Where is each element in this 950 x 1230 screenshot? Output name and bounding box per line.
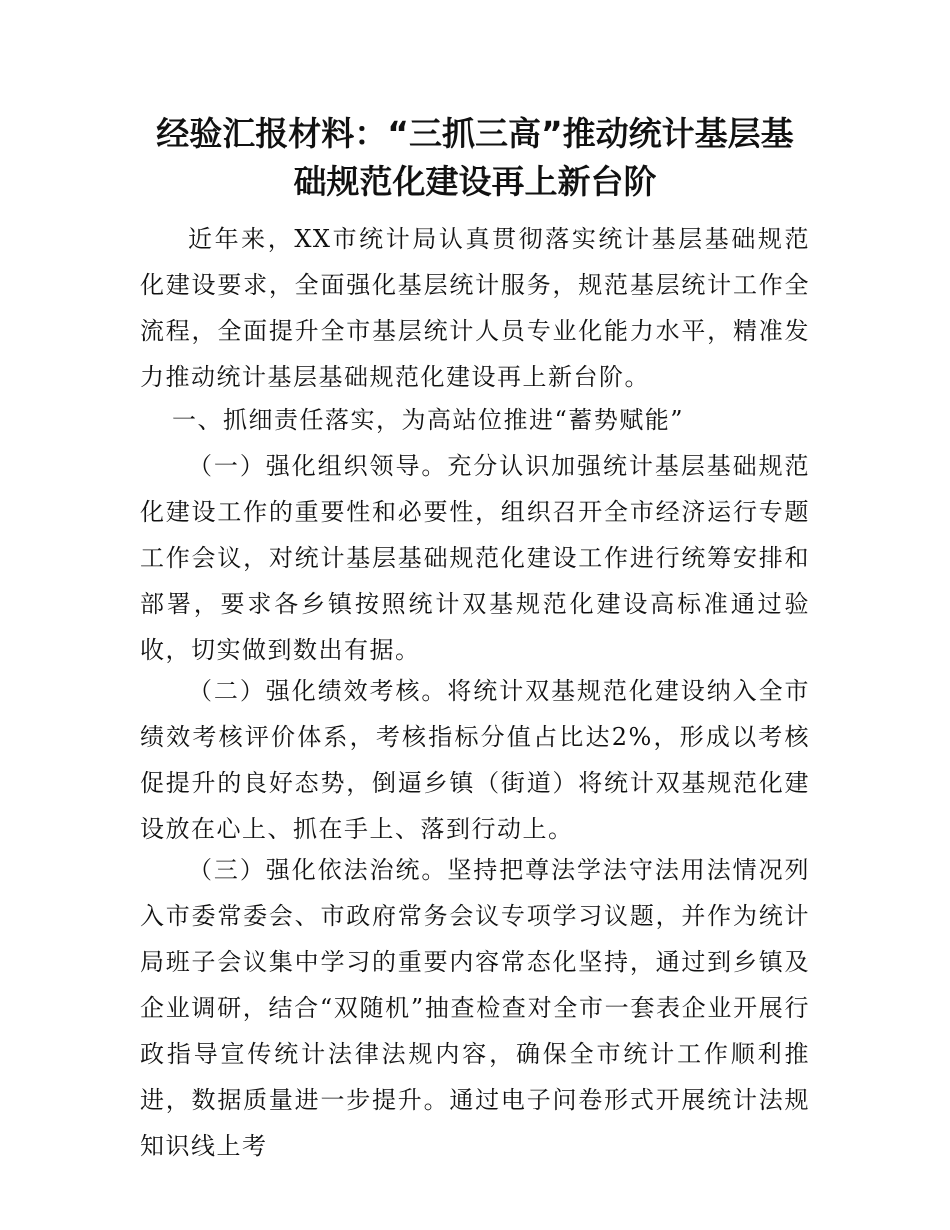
subsection-paragraph-2: （二）强化绩效考核。将统计双基规范化建设纳入全市绩效考核评价体系，考核指标分值占比达2%，形成以考核促提升的良好态势，倒逼乡镇（街道）将统计双基规范化建设放在心上、抓在手上、落到行动上。 [140,677,810,843]
document-title: 经验汇报材料：“三抓三高”推动统计基层基础规范化建设再上新台阶 [156,114,794,201]
subsection-paragraph-3: （三）强化依法治统。坚持把尊法学法守法用法情况列入市委常委会、市政府常务会议专项学习议题，并作为统计局班子会议集中学习的重要内容常态化坚持，通过到乡镇及企业调研，结合“双随机”抽查检查对全市一套表企业开展行政指导宣传统计法律法规内容，确保全市统计工作顺利推进，数据质量进一步提升。通过电子问卷形式开展统计法规知识线上考 [140,856,810,1160]
subsection-paragraph-1: （一）强化组织领导。充分认识加强统计基层基础规范化建设工作的重要性和必要性，组织召开全市经济运行专题工作会议，对统计基层基础规范化建设工作进行统筹安排和部署，要求各乡镇按照统计双基规范化建设高标准通过验收，切实做到数出有据。 [140,452,810,664]
intro-paragraph: 近年来，XX市统计局认真贯彻落实统计基层基础规范化建设要求，全面强化基层统计服务，规范基层统计工作全流程，全面提升全市基层统计人员专业化能力水平，精准发力推动统计基层基础规范化建设再上新台阶。 [140,225,810,391]
section-heading-1: 一、抓细责任落实，为高站位推进“蓄势赋能” [172,406,685,434]
